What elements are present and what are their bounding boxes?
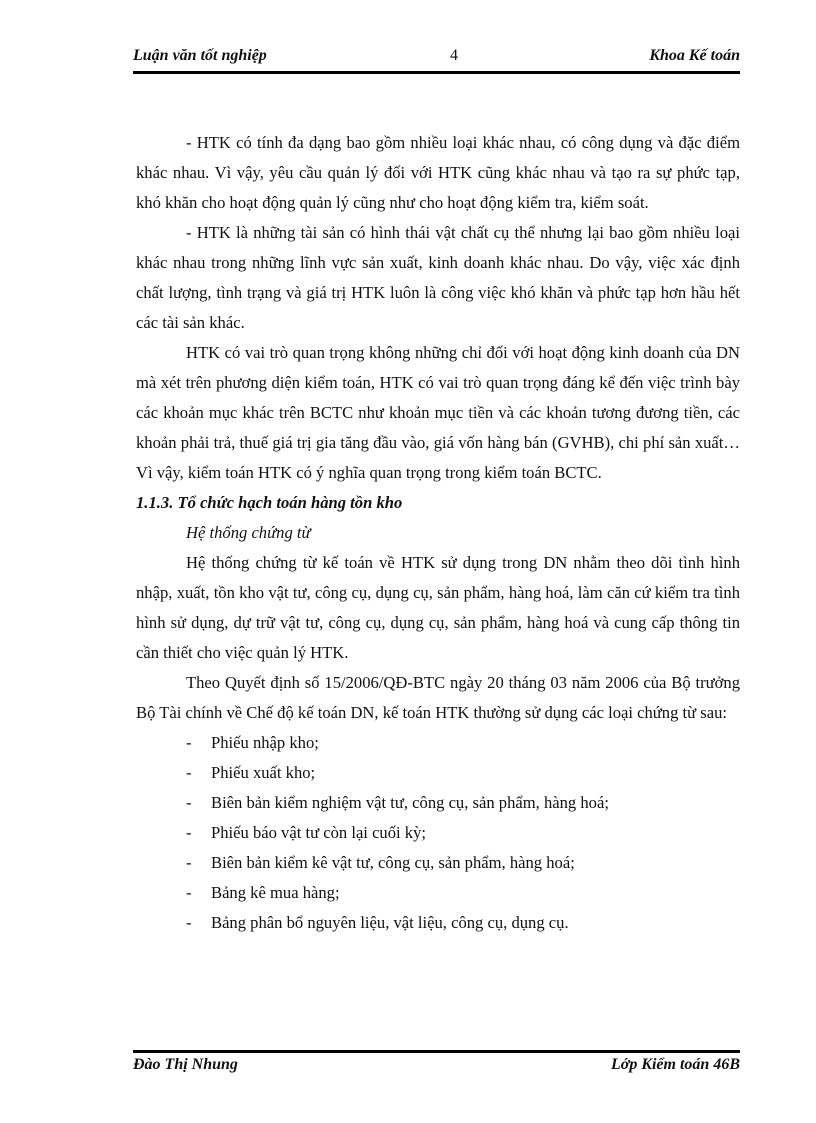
list-item xyxy=(136,848,740,878)
list-dash: - xyxy=(186,913,192,932)
list-item xyxy=(136,908,740,938)
page-header xyxy=(133,47,740,71)
list-item xyxy=(136,878,740,908)
list-dash: - xyxy=(186,763,192,782)
paragraph-htk-physical-assets: - HTK là những tài sản có hình thái vật chất cụ thể nhưng lại bao gồm nhiều loại khác nhau trong những lĩnh vực sản xuất, kinh doanh khác nhau. Do vậy, việc xác định chất lượng, tình trạng và giá trị HTK luôn là công việc khó khăn và phức tạp hơn hầu hết các tài sản khác. xyxy=(136,223,740,332)
section-heading: 1.1.3. Tổ chức hạch toán hàng tồn kho xyxy=(136,493,403,512)
document-list xyxy=(136,728,740,938)
list-dash: - xyxy=(186,733,192,752)
header-rule xyxy=(133,71,740,74)
list-dash: - xyxy=(186,793,192,812)
list-item-text: Phiếu nhập kho; xyxy=(211,733,319,752)
paragraph-decision-15: Theo Quyết định số 15/2006/QĐ-BTC ngày 20 tháng 03 năm 2006 của Bộ trưởng Bộ Tài chính về Chế độ kế toán DN, kế toán HTK thường sử dụng các loại chứng từ sau: xyxy=(136,673,740,722)
list-item xyxy=(136,758,740,788)
list-dash: - xyxy=(186,883,192,902)
list-item xyxy=(136,818,740,848)
subsection-heading: Hệ thống chứng từ xyxy=(186,523,311,542)
list-item-text: Biên bản kiểm kê vật tư, công cụ, sản phẩm, hàng hoá; xyxy=(211,853,575,872)
footer-author: Đào Thị Nhung xyxy=(133,1056,238,1073)
footer-rule xyxy=(133,1050,740,1053)
list-item-text: Phiếu báo vật tư còn lại cuối kỳ; xyxy=(211,823,426,842)
list-dash: - xyxy=(186,853,192,872)
list-dash: - xyxy=(186,823,192,842)
list-item-text: Bảng kê mua hàng; xyxy=(211,883,340,902)
paragraph-htk-role: HTK có vai trò quan trọng không những chỉ đối với hoạt động kinh doanh của DN mà xét trên phương diện kiểm toán, HTK có vai trò quan trọng đáng kể đến việc trình bày các khoản mục khác trên BCTC như khoản mục tiền và các khoản tương đương tiền, các khoản phải trả, thuế giá trị gia tăng đầu vào, giá vốn hàng bán (GVHB), chi phí sản xuất… Vì vậy, kiểm toán HTK có ý nghĩa quan trọng trong kiểm toán BCTC. xyxy=(136,343,740,482)
list-item xyxy=(136,788,740,818)
page-number: 4 xyxy=(450,47,458,64)
list-item-text: Biên bản kiểm nghiệm vật tư, công cụ, sản phẩm, hàng hoá; xyxy=(211,793,609,812)
page-footer xyxy=(133,1056,740,1080)
list-item-text: Bảng phân bổ nguyên liệu, vật liệu, công cụ, dụng cụ. xyxy=(211,913,569,932)
paragraph-document-system: Hệ thống chứng từ kế toán về HTK sử dụng trong DN nhằm theo dõi tình hình nhập, xuất, tồn kho vật tư, công cụ, dụng cụ, sản phẩm, hàng hoá, làm căn cứ kiểm tra tình hình sử dụng, dự trữ vật tư, công cụ, dụng cụ, sản phẩm, hàng hoá và cung cấp thông tin cần thiết cho việc quản lý HTK. xyxy=(136,553,740,662)
list-item-text: Phiếu xuất kho; xyxy=(211,763,316,782)
page-body xyxy=(136,128,740,938)
footer-class: Lớp Kiểm toán 46B xyxy=(610,1056,740,1073)
header-faculty: Khoa Kế toán xyxy=(649,47,740,64)
header-thesis-title: Luận văn tốt nghiệp xyxy=(133,47,267,64)
paragraph-htk-diversity: - HTK có tính đa dạng bao gồm nhiều loại khác nhau, có công dụng và đặc điểm khác nhau. Vì vậy, yêu cầu quản lý đối với HTK cũng khác nhau và tạo ra sự phức tạp, khó khăn cho hoạt động quản lý cũng như cho hoạt động kiểm tra, kiểm soát. xyxy=(136,133,740,212)
list-item xyxy=(136,728,740,758)
